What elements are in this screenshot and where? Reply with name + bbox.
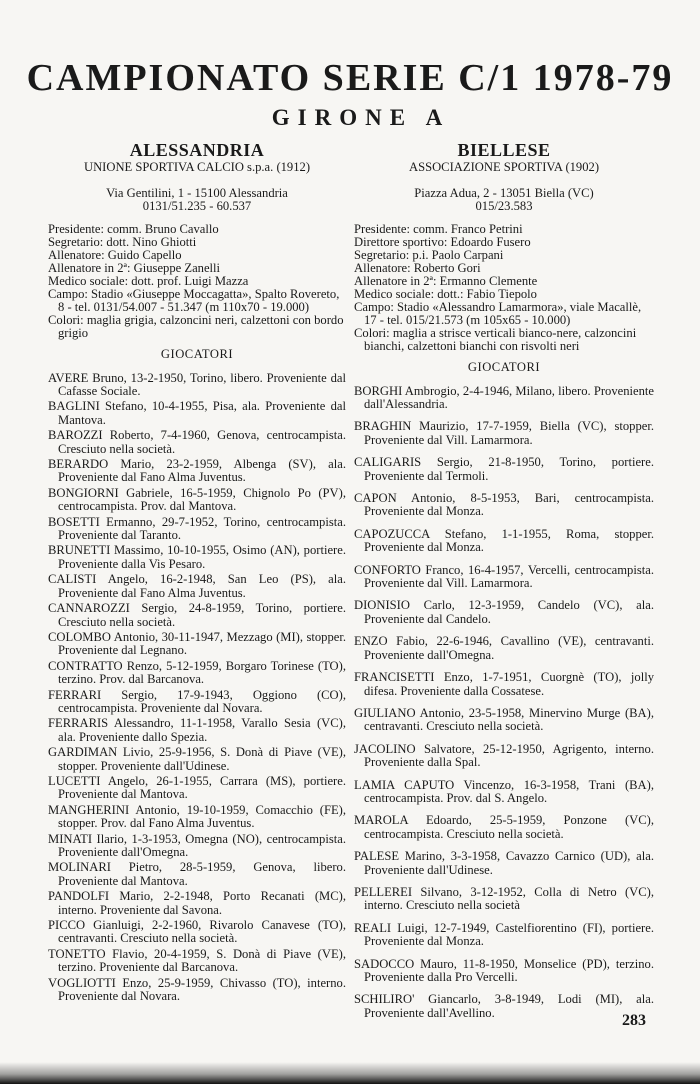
player-details: Giancarlo, 3-8-1949, Lodi (MI), ala. Proveniente dall'Avellino.: [364, 992, 654, 1020]
player-surname: SCHILIRO': [354, 992, 415, 1007]
page-title: CAMPIONATO SERIE C/1 1978-79: [26, 57, 674, 99]
player-details: Flavio, 20-4-1959, S. Donà di Piave (VE), terzino. Proveniente dal Barcanova.: [58, 946, 346, 975]
player-entry: [48, 516, 346, 543]
player-surname: GARDIMAN: [48, 745, 118, 760]
player-details: Enzo, 1-7-1951, Cuorgnè (TO), jolly difesa. Proveniente dalla Cossatese.: [364, 670, 654, 698]
staff-assistant-coach: Allenatore in 2ª: Giuseppe Zanelli: [48, 261, 221, 275]
player-entry: [48, 775, 346, 802]
player-details: Vincenzo, 16-3-1958, Trani (BA), centrocampista. Prov. dal S. Angelo.: [364, 777, 654, 805]
player-surname: CANNAROZZI: [48, 601, 130, 616]
phone-line: 0131/51.235 - 60.537: [142, 199, 252, 213]
player-surname: BRAGHIN: [354, 419, 412, 434]
player-entry: [354, 993, 654, 1020]
staff-secretary: Segretario: p.i. Paolo Carpani: [354, 248, 504, 262]
player-surname: TONETTO: [48, 946, 106, 961]
player-entry: [48, 400, 346, 427]
staff-assistant-coach: Allenatore in 2ª: Ermanno Clemente: [354, 274, 538, 288]
club-address: [48, 187, 346, 213]
player-details: Enzo, 25-9-1959, Chivasso (TO), interno. Proveniente dal Novara.: [58, 975, 346, 1004]
player-surname: VOGLIOTTI: [48, 975, 116, 990]
player-entry: [354, 814, 654, 841]
player-details: Sergio, 24-8-1959, Torino, portiere. Cresciuto nella società.: [58, 601, 346, 629]
player-surname: BRUNETTI: [48, 543, 111, 558]
player-surname: DIONISIO: [354, 598, 410, 613]
player-entry: [354, 564, 654, 591]
player-details: Antonio, 8-5-1953, Bari, centrocampista. Proveniente dal Monza.: [364, 491, 654, 519]
team-column-right: [354, 140, 654, 1029]
player-entry: [354, 635, 654, 662]
player-surname: CONFORTO: [354, 562, 421, 577]
player-details: Mario, 23-2-1959, Albenga (SV), ala. Proveniente dal Fano Alma Juventus.: [58, 457, 346, 485]
player-surname: ENZO: [354, 634, 388, 649]
player-details: Franco, 16-4-1957, Vercelli, centrocampista. Proveniente dal Vill. Lamarmora.: [364, 562, 654, 591]
stadium-info: Campo: Stadio «Alessandro Lamarmora», viale Macallè, 17 - tel. 015/21.573 (m 105x65 - 10.000): [354, 300, 642, 327]
player-details: Carlo, 12-3-1959, Candelo (VC), ala. Proveniente dal Candelo.: [364, 598, 654, 626]
team-name: ALESSANDRIA: [129, 140, 265, 160]
stadium-info: Campo: Stadio «Giuseppe Moccagatta», Spalto Rovereto, 8 - tel. 0131/54.007 - 51.347 (m 110x70 - 19.000): [48, 287, 340, 314]
player-entry: [354, 492, 654, 519]
player-surname: FRANCISETTI: [354, 670, 435, 685]
player-surname: PALESE: [354, 849, 400, 864]
player-entry: [48, 573, 346, 600]
scan-edge-shadow: [0, 1062, 700, 1084]
player-surname: FERRARIS: [48, 716, 109, 731]
address-line: Via Gentilini, 1 - 15100 Alessandria: [106, 186, 288, 200]
player-entry: [354, 743, 654, 770]
player-details: Antonio, 23-5-1958, Minervino Murge (BA), centravanti. Cresciuto nella società.: [364, 705, 654, 734]
player-entry: [48, 487, 346, 514]
player-entry: [48, 919, 346, 946]
player-details: Renzo, 5-12-1959, Borgaro Torinese (TO), terzino. Prov. dal Barcanova.: [58, 658, 346, 687]
player-entry: [354, 707, 654, 734]
player-surname: GIULIANO: [354, 705, 416, 720]
player-surname: MOLINARI: [48, 860, 111, 875]
player-details: Luigi, 12-7-1949, Castelfiorentino (FI), portiere. Proveniente dal Monza.: [364, 920, 654, 949]
player-details: Ambrogio, 2-4-1946, Milano, libero. Proveniente dall'Alessandria.: [364, 383, 654, 411]
player-surname: PICCO: [48, 918, 86, 933]
player-entry: [48, 804, 346, 831]
player-entry: [354, 850, 654, 877]
player-details: Angelo, 26-1-1955, Carrara (MS), portiere. Proveniente dal Mantova.: [58, 773, 346, 802]
player-surname: FERRARI: [48, 687, 102, 702]
player-details: Ermanno, 29-7-1952, Torino, centrocampista. Proveniente dal Taranto.: [58, 514, 346, 543]
club-name: UNIONE SPORTIVA CALCIO s.p.a. (1912): [83, 160, 311, 174]
player-entry: [48, 861, 346, 888]
club-name: ASSOCIAZIONE SPORTIVA (1902): [408, 160, 600, 174]
player-details: Gianluigi, 2-2-1960, Rivarolo Canavese (TO), centravanti. Cresciuto nella società.: [58, 918, 346, 946]
player-surname: CALIGARIS: [354, 455, 422, 470]
player-details: Sergio, 17-9-1943, Oggiono (CO), centrocampista. Proveniente dal Novara.: [58, 687, 346, 715]
page-number: 283: [622, 1012, 646, 1029]
player-surname: PELLEREI: [354, 884, 413, 899]
group-subtitle: GIRONE A: [271, 105, 451, 130]
team-column-left: [48, 140, 346, 1005]
player-details: Ilario, 1-3-1953, Omegna (NO), centrocampista. Proveniente dall'Omegna.: [58, 831, 346, 859]
player-surname: CONTRATTO: [48, 658, 123, 673]
player-surname: BORGHI: [354, 383, 403, 398]
player-entry: [354, 922, 654, 949]
club-address: [354, 187, 654, 213]
player-entry: [48, 458, 346, 485]
player-surname: BAROZZI: [48, 428, 103, 443]
player-entry: [354, 385, 654, 412]
player-entry: [48, 372, 346, 399]
player-surname: CAPOZUCCA: [354, 526, 430, 541]
player-entry: [354, 779, 654, 806]
player-details: Edoardo, 25-5-1959, Ponzone (VC), centrocampista. Cresciuto nella società.: [364, 813, 654, 841]
staff-president: Presidente: comm. Franco Petrini: [354, 222, 523, 236]
player-entry: [48, 833, 346, 860]
player-surname: LUCETTI: [48, 773, 101, 788]
player-details: Fabio, 22-6-1946, Cavallino (VE), centravanti. Proveniente dall'Omegna.: [364, 634, 654, 662]
player-details: Silvano, 3-12-1952, Colla di Netro (VC), interno. Cresciuto nella società: [364, 884, 654, 913]
player-entry: [48, 890, 346, 917]
player-entry: [48, 689, 346, 716]
player-details: Mauro, 11-8-1950, Monselice (PD), terzino. Proveniente dalla Pro Vercelli.: [364, 956, 654, 984]
player-entry: [48, 429, 346, 456]
player-surname: BOSETTI: [48, 514, 100, 529]
player-details: Stefano, 1-1-1955, Roma, stopper. Proveniente dal Monza.: [364, 526, 654, 555]
player-entry: [48, 602, 346, 629]
player-entry: [354, 456, 654, 483]
staff-doctor: Medico sociale: dott. prof. Luigi Mazza: [48, 274, 249, 288]
player-surname: MINATI: [48, 831, 93, 846]
staff-list: [48, 223, 346, 340]
player-list: [48, 372, 346, 1004]
player-details: Gabriele, 16-5-1959, Chignolo Po (PV), centrocampista. Prov. dal Mantova.: [58, 485, 346, 514]
player-entry: [48, 660, 346, 687]
player-details: Massimo, 10-10-1955, Osimo (AN), portiere. Proveniente dalla Vis Pesaro.: [58, 543, 346, 571]
player-entry: [48, 631, 346, 658]
player-surname: SADOCCO: [354, 956, 415, 971]
player-details: Antonio, 30-11-1947, Mezzago (MI), stopper. Proveniente dal Legnano.: [58, 629, 346, 658]
player-surname: BONGIORNI: [48, 485, 119, 500]
player-details: Pietro, 28-5-1959, Genova, libero. Proveniente dal Mantova.: [58, 860, 346, 888]
player-details: Alessandro, 11-1-1958, Varallo Sesia (VC), ala. Proveniente dallo Spezia.: [58, 716, 346, 744]
player-surname: AVERE: [48, 370, 89, 385]
team-name: BIELLESE: [457, 140, 551, 160]
player-details: Maurizio, 17-7-1959, Biella (VC), stopper. Proveniente dal Vill. Lamarmora.: [364, 419, 654, 447]
address-line: Piazza Adua, 2 - 13051 Biella (VC): [414, 186, 594, 200]
staff-coach: Allenatore: Guido Capello: [48, 248, 182, 262]
player-details: Bruno, 13-2-1950, Torino, libero. Proveniente dal Cafasse Sociale.: [58, 370, 346, 398]
player-entry: [354, 420, 654, 447]
player-surname: BERARDO: [48, 457, 109, 472]
staff-sporting-director: Direttore sportivo: Edoardo Fusero: [354, 235, 531, 249]
phone-line: 015/23.583: [475, 199, 533, 213]
staff-doctor: Medico sociale: dott.: Fabio Tiepolo: [354, 287, 537, 301]
player-entry: [48, 977, 346, 1004]
player-surname: COLOMBO: [48, 629, 111, 644]
player-entry: [354, 671, 654, 698]
player-entry: [354, 886, 654, 913]
staff-coach: Allenatore: Roberto Gori: [354, 261, 481, 275]
staff-secretary: Segretario: dott. Nino Ghiotti: [48, 235, 197, 249]
player-surname: REALI: [354, 920, 392, 935]
player-entry: [48, 746, 346, 773]
player-details: Angelo, 16-2-1948, San Leo (PS), ala. Proveniente dal Fano Alma Juventus.: [58, 572, 346, 600]
player-entry: [48, 544, 346, 571]
player-details: Mario, 2-2-1948, Porto Recanati (MC), interno. Proveniente dal Savona.: [58, 889, 346, 917]
player-details: Salvatore, 25-12-1950, Agrigento, interno. Proveniente dalla Spal.: [364, 741, 654, 770]
player-details: Roberto, 7-4-1960, Genova, centrocampista. Cresciuto nella società.: [58, 428, 346, 456]
team-colors: Colori: maglia a strisce verticali bianco-nere, calzoncini bianchi, calzettoni bianchi con risvolti neri: [354, 326, 637, 353]
player-surname: MANGHERINI: [48, 802, 130, 817]
players-heading: GIOCATORI: [160, 347, 234, 361]
player-entry: [354, 958, 654, 985]
player-entry: [48, 717, 346, 744]
team-colors: Colori: maglia grigia, calzoncini neri, calzettoni con bordo grigio: [48, 313, 344, 340]
player-surname: PANDOLFI: [48, 889, 110, 904]
players-heading: GIOCATORI: [467, 360, 541, 374]
player-details: Sergio, 21-8-1950, Torino, portiere. Proveniente dal Termoli.: [364, 455, 654, 483]
player-surname: BAGLINI: [48, 399, 100, 414]
player-details: Stefano, 10-4-1955, Pisa, ala. Proveniente dal Mantova.: [58, 399, 346, 427]
player-surname: LAMIA CAPUTO: [354, 777, 455, 792]
player-details: Livio, 25-9-1956, S. Donà di Piave (VE), stopper. Proveniente dall'Udinese.: [58, 745, 346, 773]
player-surname: CAPON: [354, 491, 397, 506]
player-details: Antonio, 19-10-1959, Comacchio (FE), stopper. Prov. dal Fano Alma Juventus.: [58, 802, 346, 831]
player-entry: [354, 599, 654, 626]
player-surname: CALISTI: [48, 572, 97, 587]
player-list: [354, 385, 654, 1021]
player-surname: JACOLINO: [354, 741, 416, 756]
player-entry: [354, 528, 654, 555]
player-details: Marino, 3-3-1958, Cavazzo Carnico (UD), ala. Proveniente dall'Udinese.: [364, 849, 654, 877]
staff-list: [354, 223, 654, 353]
player-surname: MAROLA: [354, 813, 408, 828]
staff-president: Presidente: comm. Bruno Cavallo: [48, 222, 219, 236]
player-entry: [48, 948, 346, 975]
